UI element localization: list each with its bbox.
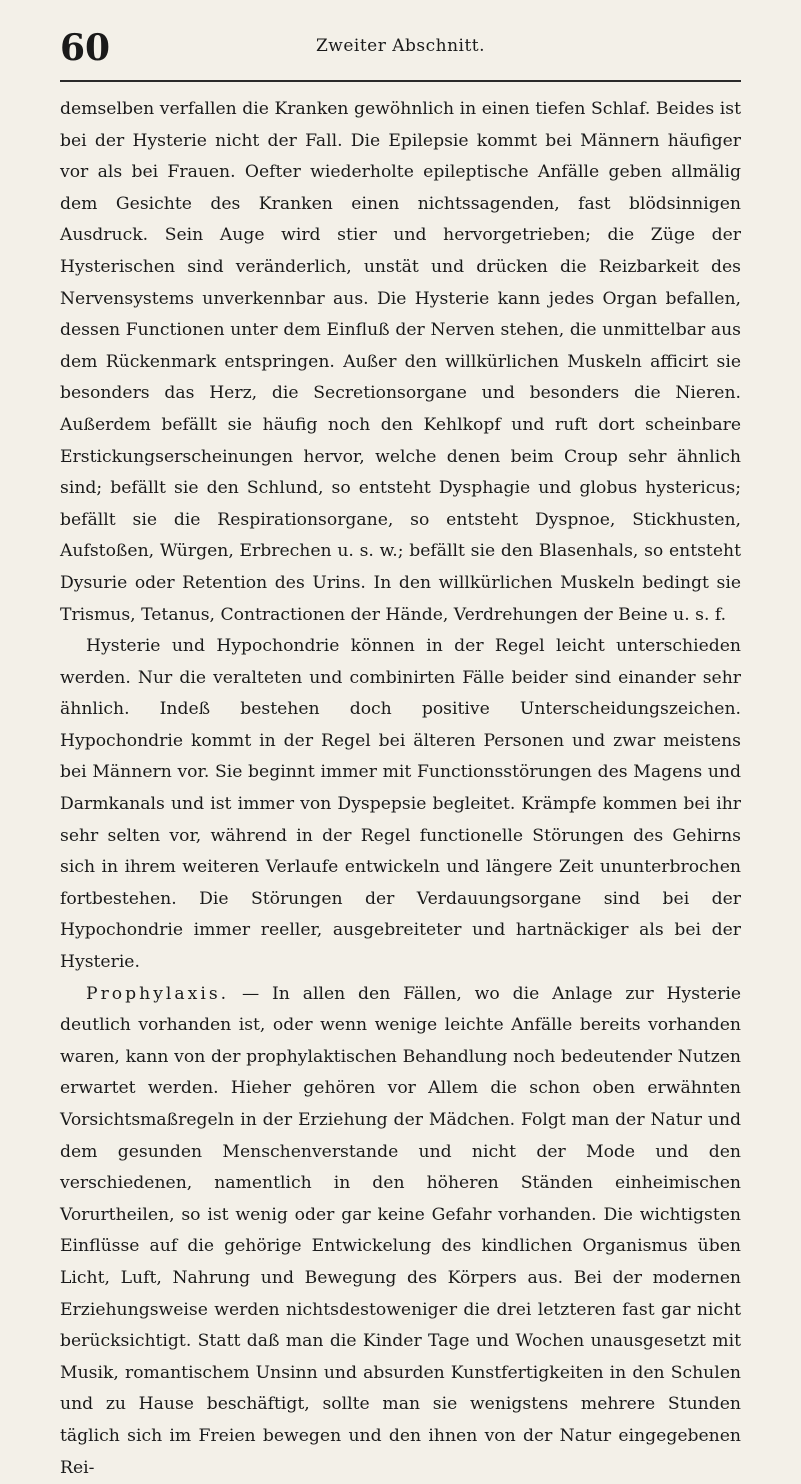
body-text	[60, 94, 741, 1484]
paragraph-hypochondria: Hysterie und Hypochondrie können in der Regel leicht unterschieden werden. Nur die veralteten und combinirten Fälle beider sind einander sehr ähnlich. Indeß bestehen doch positive Unterscheidungszeichen. Hypochondrie kommt in der Regel bei älteren Personen und zwar meistens bei Männern vor. Sie beginnt immer mit Functionsstörungen des Magens und Darmkanals und ist immer von Dyspepsie begleitet. Krämpfe kommen bei ihr sehr selten vor, während in der Regel functionelle Störungen des Gehirns sich in ihrem weiteren Verlaufe entwickeln und längere Zeit ununterbrochen fortbestehen. Die Störungen der Verdauungsorgane sind bei der Hypochondrie immer reeller, ausgebreiteter und hartnäckiger als bei der Hysterie.	[60, 636, 741, 973]
paragraph-prophylaxis	[60, 979, 741, 1484]
prophylaxis-text: — In allen den Fällen, wo die Anlage zur Hysterie deutlich vorhanden ist, oder wenn wenige leichte Anfälle bereits vorhanden waren, kann von der prophylaktischen Behandlung noch bedeutender Nutzen erwartet werden. Hieher gehören vor Allem die schon oben erwähnten Vorsichtsmaßregeln in der Erziehung der Mädchen. Folgt man der Natur und dem gesunden Menschenverstande und nicht der Mode und den verschiedenen, namentlich in den höheren Ständen einheimischen Vorurtheilen, so ist wenig oder gar keine Gefahr vorhanden. Die wichtigsten Einflüsse auf die gehörige Entwickelung des kindlichen Organismus üben Licht, Luft, Nahrung und Bewegung des Körpers aus. Bei der modernen Erziehungsweise werden nichtsdestoweniger die drei letzteren fast gar nicht berücksichtigt. Statt daß man die Kinder Tage und Wochen unausgesetzt mit Musik, romantischem Unsinn und absurden Kunstfertigkeiten in den Schulen und zu Hause beschäftigt, sollte man sie wenigstens mehrere Stunden täglich sich im Freien bewegen und den ihnen von der Natur eingegebenen Rei-	[60, 983, 741, 1478]
page-number: 60	[60, 27, 111, 69]
chapter-title: Zweiter Abschnitt.	[315, 36, 486, 56]
running-head	[60, 22, 741, 82]
paragraph-differential-epilepsy: demselben verfallen die Kranken gewöhnlich in einen tiefen Schlaf. Beides ist bei der Hysterie nicht der Fall. Die Epilepsie kommt bei Männern häufiger vor als bei Frauen. Oefter wiederholte epileptische Anfälle geben allmälig dem Gesichte des Kranken einen nichtssagenden, fast blödsinnigen Ausdruck. Sein Auge wird stier und hervorgetrieben; die Züge der Hysterischen sind veränderlich, unstät und drücken die Reizbarkeit des Nervensystems unverkennbar aus. Die Hysterie kann jedes Organ befallen, dessen Functionen unter dem Einfluß der Nerven stehen, die unmittelbar aus dem Rückenmark entspringen. Außer den willkürlichen Muskeln afficirt sie besonders das Herz, die Secretionsorgane und besonders die Nieren. Außerdem befällt sie häufig noch den Kehlkopf und ruft dort scheinbare Erstickungserscheinungen hervor, welche denen beim Croup sehr ähnlich sind; befällt sie den Schlund, so entsteht Dysphagie und globus hystericus; befällt sie die Respirationsorgane, so entsteht Dyspnoe, Stickhusten, Aufstoßen, Würgen, Erbrechen u. s. w.; befällt sie den Blasenhals, so entsteht Dysurie oder Retention des Urins. In den willkürlichen Muskeln bedingt sie Trismus, Tetanus, Contractionen der Hände, Verdrehungen der Beine u. s. f.	[60, 99, 741, 625]
prophylaxis-heading: Prophylaxis.	[86, 983, 230, 1004]
